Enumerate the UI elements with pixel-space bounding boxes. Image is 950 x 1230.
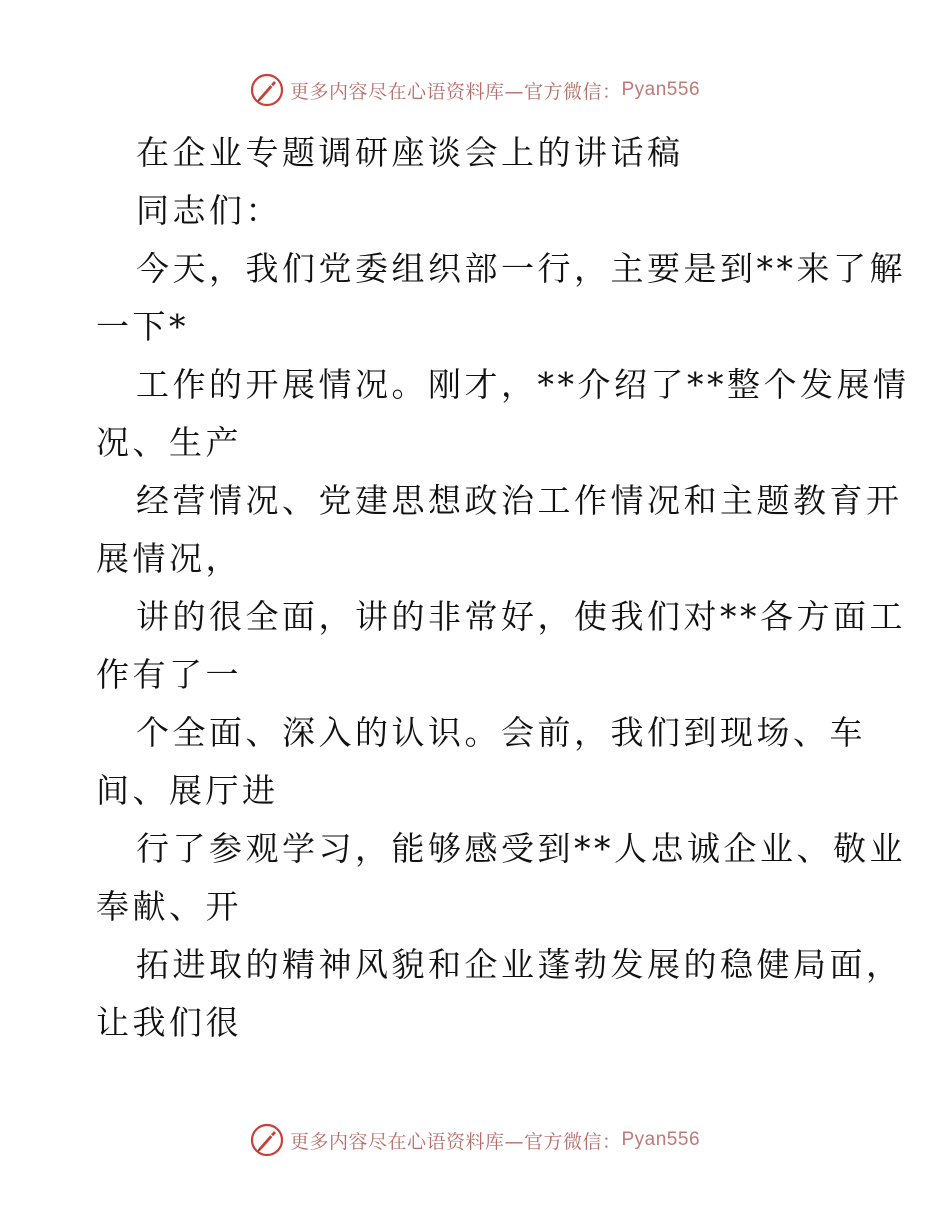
text-line: 间、展厅进 (96, 771, 279, 810)
document-body (96, 124, 910, 1052)
watermark-contact: Pyan556 (621, 1129, 701, 1150)
text-line: 让我们很 (96, 1003, 242, 1042)
text-line: 讲的很全面，讲的非常好，使我们对**各方面工 (136, 597, 906, 636)
text-line: 拓进取的精神风貌和企业蓬勃发展的稳健局面， (136, 945, 903, 984)
footer-watermark (0, 1120, 950, 1160)
text-line: 行了参观学习，能够感受到**人忠诚企业、敬业 (136, 829, 906, 868)
text-line: 经营情况、党建思想政治工作情况和主题教育开 (136, 481, 903, 520)
quill-pen-logo-icon (250, 1123, 284, 1157)
text-line: 展情况， (96, 539, 242, 578)
text-line: 作有了一 (96, 655, 242, 694)
watermark-contact: Pyan556 (621, 79, 701, 100)
text-line: 况、生产 (96, 423, 242, 462)
text-line: 个全面、深入的认识。会前，我们到现场、车 (136, 713, 866, 752)
salutation: 同志们： (136, 191, 282, 230)
quill-pen-logo-icon (250, 73, 284, 107)
text-line: 工作的开展情况。刚才，**介绍了**整个发展情 (136, 365, 910, 404)
document-title: 在企业专题调研座谈会上的讲话稿 (136, 133, 684, 172)
watermark-text: 更多内容尽在心语资料库—官方微信： (289, 1130, 622, 1153)
text-line: 今天，我们党委组织部一行，主要是到**来了解 (136, 249, 906, 288)
watermark-text: 更多内容尽在心语资料库—官方微信： (289, 80, 622, 103)
text-line: 一下* (96, 307, 189, 346)
header-watermark (0, 70, 950, 110)
text-line: 奉献、开 (96, 887, 242, 926)
